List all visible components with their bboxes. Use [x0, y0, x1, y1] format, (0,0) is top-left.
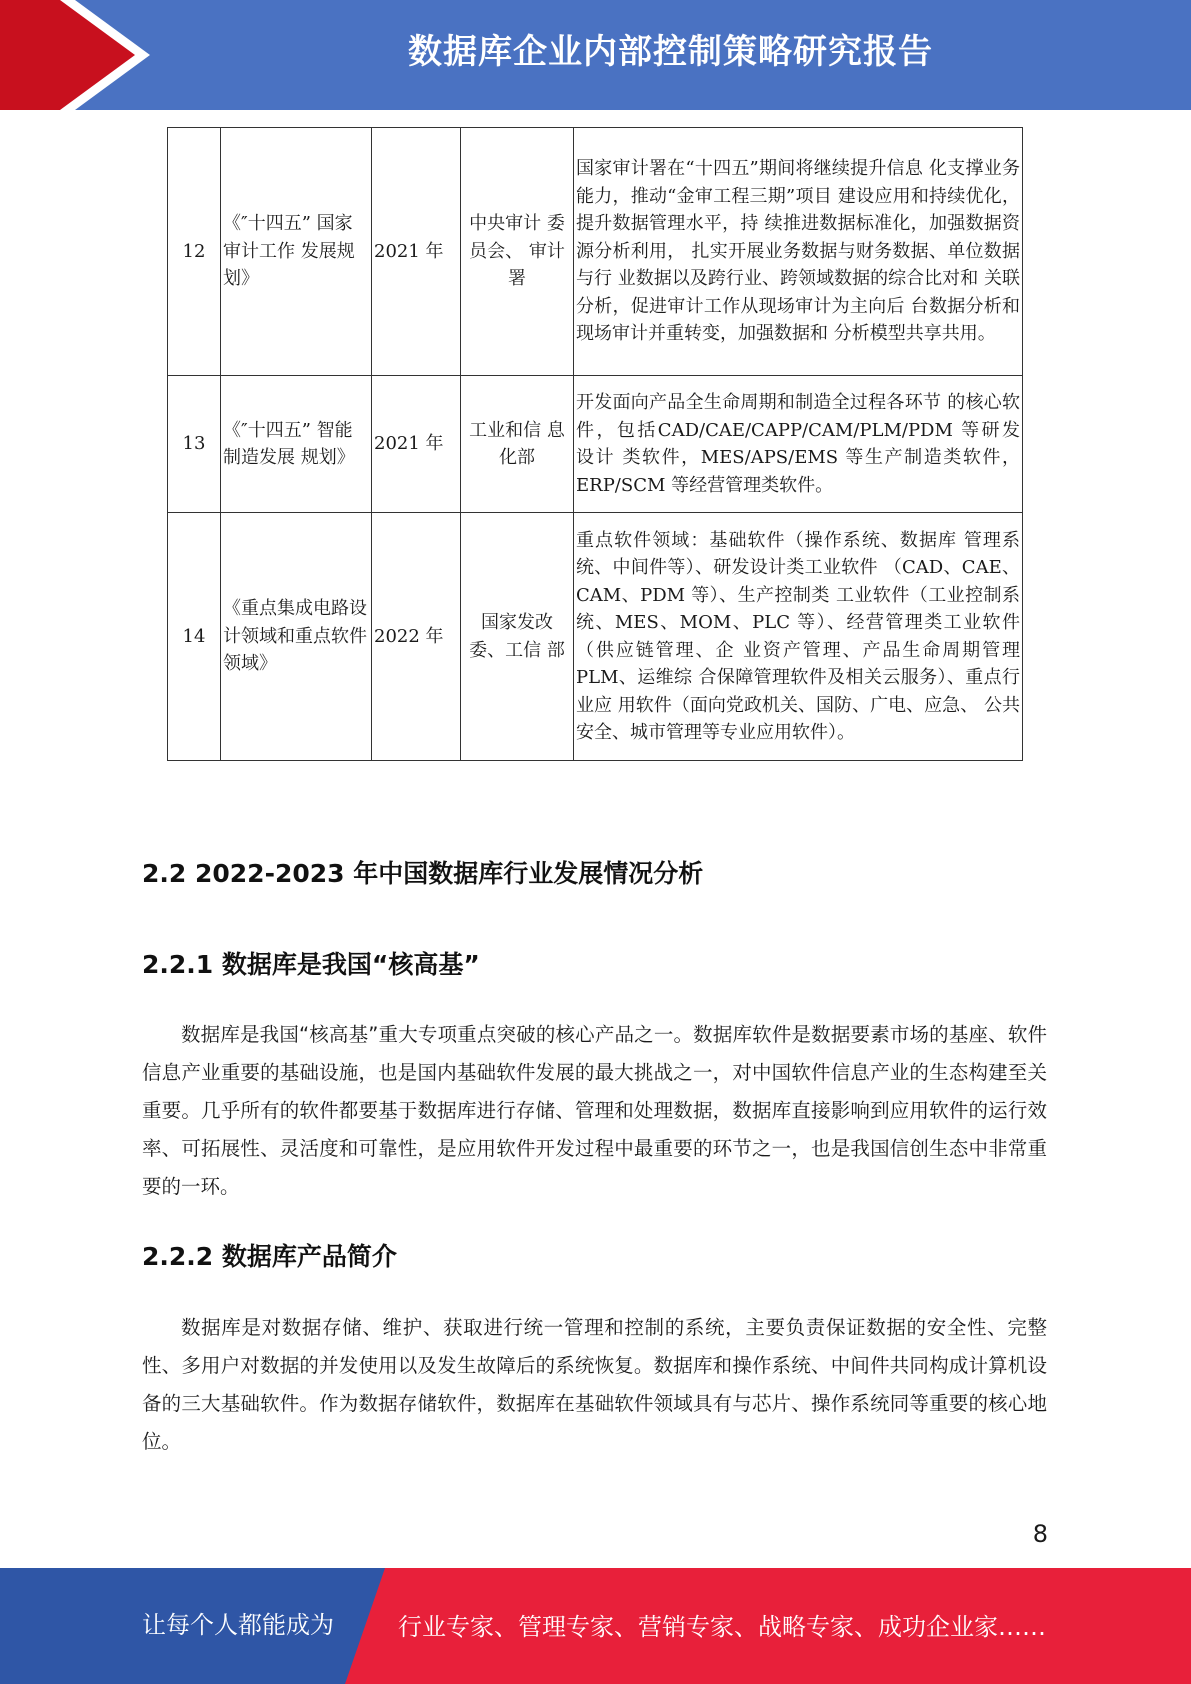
cell-year: 2022 年 — [372, 513, 461, 761]
table-row — [168, 128, 1023, 376]
cell-desc: 开发面向产品全生命周期和制造全过程各环节 的核心软件，包括CAD/CAE/CAPP/CAM/PLM/PDM 等研发设计 类软件，MES/APS/EMS 等生产制造类软件， ERP/SCM 等经营管理类软件。 — [574, 376, 1023, 513]
cell-year: 2021 年 — [372, 376, 461, 513]
cell-org: 中央审计 委员会、 审计署 — [461, 128, 574, 376]
table-row — [168, 513, 1023, 761]
cell-name: 《重点集成电路设计领域和重点软件领域》 — [221, 513, 372, 761]
policy-table — [167, 127, 1023, 761]
cell-name: 《″十四五” 智能制造发展 规划》 — [221, 376, 372, 513]
footer-slogan-left: 让每个人都能成为 — [142, 1611, 334, 1639]
page-number: 8 — [1032, 1520, 1048, 1548]
cell-year: 2021 年 — [372, 128, 461, 376]
cell-name: 《″十四五” 国家审计工作 发展规划》 — [221, 128, 372, 376]
table-row — [168, 376, 1023, 513]
cell-org: 工业和信 息化部 — [461, 376, 574, 513]
cell-desc: 国家审计署在“十四五”期间将继续提升信息 化支撑业务能力，推动“金审工程三期”项目 建设应用和持续优化，提升数据管理水平，持 续推进数据标准化，加强数据资源分析利用， 扎实开展业务数据与财务数据、单位数据与行 业数据以及跨行业、跨领域数据的综合比对和 关联分析，促进审计工作从现场审计为主向后 台数据分析和现场审计并重转变，加强数据和 分析模型共享共用。 — [574, 128, 1023, 376]
cell-no: 12 — [168, 128, 221, 376]
cell-no: 14 — [168, 513, 221, 761]
paragraph-core-products: 数据库是我国“核高基”重大专项重点突破的核心产品之一。数据库软件是数据要素市场的基座、软件信息产业重要的基础设施，也是国内基础软件发展的最大挑战之一，对中国软件信息产业的生态构建至关重要。几乎所有的软件都要基于数据库进行存储、管理和处理数据，数据库直接影响到应用软件的运行效率、可拓展性、灵活度和可靠性，是应用软件开发过程中最重要的环节之一，也是我国信创生态中非常重要的一环。 — [142, 1023, 1047, 1198]
paragraph-product-intro: 数据库是对数据存储、维护、获取进行统一管理和控制的系统，主要负责保证数据的安全性、完整性、多用户对数据的并发使用以及发生故障后的系统恢复。数据库和操作系统、中间件共同构成计算机设备的三大基础软件。作为数据存储软件，数据库在基础软件领域具有与芯片、操作系统同等重要的核心地位。 — [142, 1316, 1047, 1453]
section-heading-2-2: 2.2 2022-2023 年中国数据库行业发展情况分析 — [142, 859, 704, 888]
cell-org: 国家发改 委、工信 部 — [461, 513, 574, 761]
footer-slogan-right: 行业专家、管理专家、营销专家、战略专家、成功企业家…… — [398, 1613, 1046, 1641]
section-heading-2-2-1: 2.2.1 数据库是我国“核高基” — [142, 950, 480, 979]
page-header — [0, 0, 1191, 110]
cell-no: 13 — [168, 376, 221, 513]
cell-desc: 重点软件领域：基础软件（操作系统、数据库 管理系统、中间件等）、研发设计类工业软件 （CAD、CAE、CAM、PDM 等）、生产控制类 工业软件（工业控制系统、MES、MOM、PLC 等）、经营管理类工业软件（供应链管理、企 业资产管理、产品生命周期管理 PLM、运维综 合保障管理软件及相关云服务）、重点行业应 用软件（面向党政机关、国防、广电、应急、 公共安全、城市管理等专业应用软件）。 — [574, 513, 1023, 761]
report-title: 数据库企业内部控制策略研究报告 — [408, 32, 933, 72]
page-footer — [0, 1568, 1191, 1684]
section-heading-2-2-2: 2.2.2 数据库产品简介 — [142, 1242, 397, 1271]
